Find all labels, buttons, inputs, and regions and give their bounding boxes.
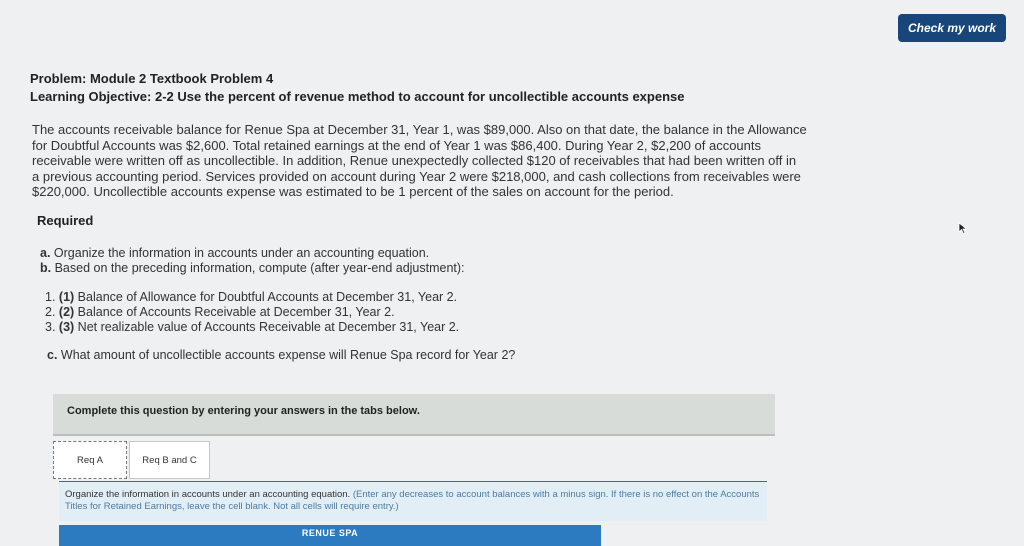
subpart-number: 3. xyxy=(45,320,56,334)
required-heading: Required xyxy=(37,213,94,228)
part-a-letter: a. xyxy=(40,246,51,260)
answer-tabs xyxy=(53,441,210,479)
statement-line: for Doubtful Accounts was $2,600. Total retained earnings at the end of Year 1 was $86,400. During Year 2, $2,200 of accounts xyxy=(32,137,761,153)
mouse-cursor-icon xyxy=(958,222,968,234)
required-parts xyxy=(40,246,465,276)
check-my-work-button[interactable]: Check my work xyxy=(898,14,1006,42)
instruction-note: (Enter any decreases to account balances with a minus sign. If there is no effect on the Accounts Titles for Retained Earnings, leave the cell blank. Not all cells will require entry.) xyxy=(65,489,760,512)
tab-req-a[interactable]: Req A xyxy=(53,441,127,479)
subpart-item xyxy=(45,290,459,305)
problem-title: Problem: Module 2 Textbook Problem 4 xyxy=(30,71,274,86)
subpart-text: Net realizable value of Accounts Receivable at December 31, Year 2. xyxy=(74,320,460,334)
subpart-tag: (1) xyxy=(58,290,75,304)
statement-line: a previous accounting period. Services provided on account during Year 2 were $218,000, and cash collections from receivables were xyxy=(32,168,801,184)
subpart-number: 2. xyxy=(45,305,56,319)
problem-statement xyxy=(32,122,847,200)
part-c-text: What amount of uncollectible accounts expense will Renue Spa record for Year 2? xyxy=(57,348,516,362)
part-b-letter: b. xyxy=(40,261,52,275)
part-a-text: Organize the information in accounts under an accounting equation. xyxy=(50,246,430,260)
part-a xyxy=(40,246,465,261)
subpart-number: 1. xyxy=(45,290,56,304)
complete-question-banner: Complete this question by entering your answers in the tabs below. xyxy=(53,394,775,436)
subpart-item xyxy=(45,320,459,335)
subpart-text: Balance of Accounts Receivable at December 31, Year 2. xyxy=(74,305,395,319)
subpart-tag: (3) xyxy=(58,320,75,334)
subpart-tag: (2) xyxy=(58,305,75,319)
subpart-text: Balance of Allowance for Doubtful Accounts at December 31, Year 2. xyxy=(74,290,458,304)
problem-header xyxy=(30,70,685,106)
subpart-item xyxy=(45,305,459,320)
tab-instructions xyxy=(59,481,767,521)
statement-line: The accounts receivable balance for Renue Spa at December 31, Year 1, was $89,000. Also on that date, the balance in the Allowance xyxy=(32,122,807,137)
part-c-letter: c. xyxy=(47,348,58,362)
learning-objective: Learning Objective: 2-2 Use the percent of revenue method to account for uncollectible accounts expense xyxy=(30,89,685,104)
instruction-text: Organize the information in accounts under an accounting equation. xyxy=(65,489,351,500)
part-b-text: Based on the preceding information, compute (after year-end adjustment): xyxy=(51,261,465,275)
table-header-bar: RENUE SPA xyxy=(59,525,601,546)
part-b-subparts xyxy=(45,290,459,335)
statement-line: $220,000. Uncollectible accounts expense was estimated to be 1 percent of the sales on account for the period. xyxy=(32,184,674,200)
part-b xyxy=(40,261,465,276)
statement-line: receivable were written off as uncollectible. In addition, Renue unexpectedly collected $120 of receivables that had been written off in xyxy=(32,153,797,169)
part-c xyxy=(47,348,515,362)
tab-req-b-and-c[interactable]: Req B and C xyxy=(129,441,210,479)
